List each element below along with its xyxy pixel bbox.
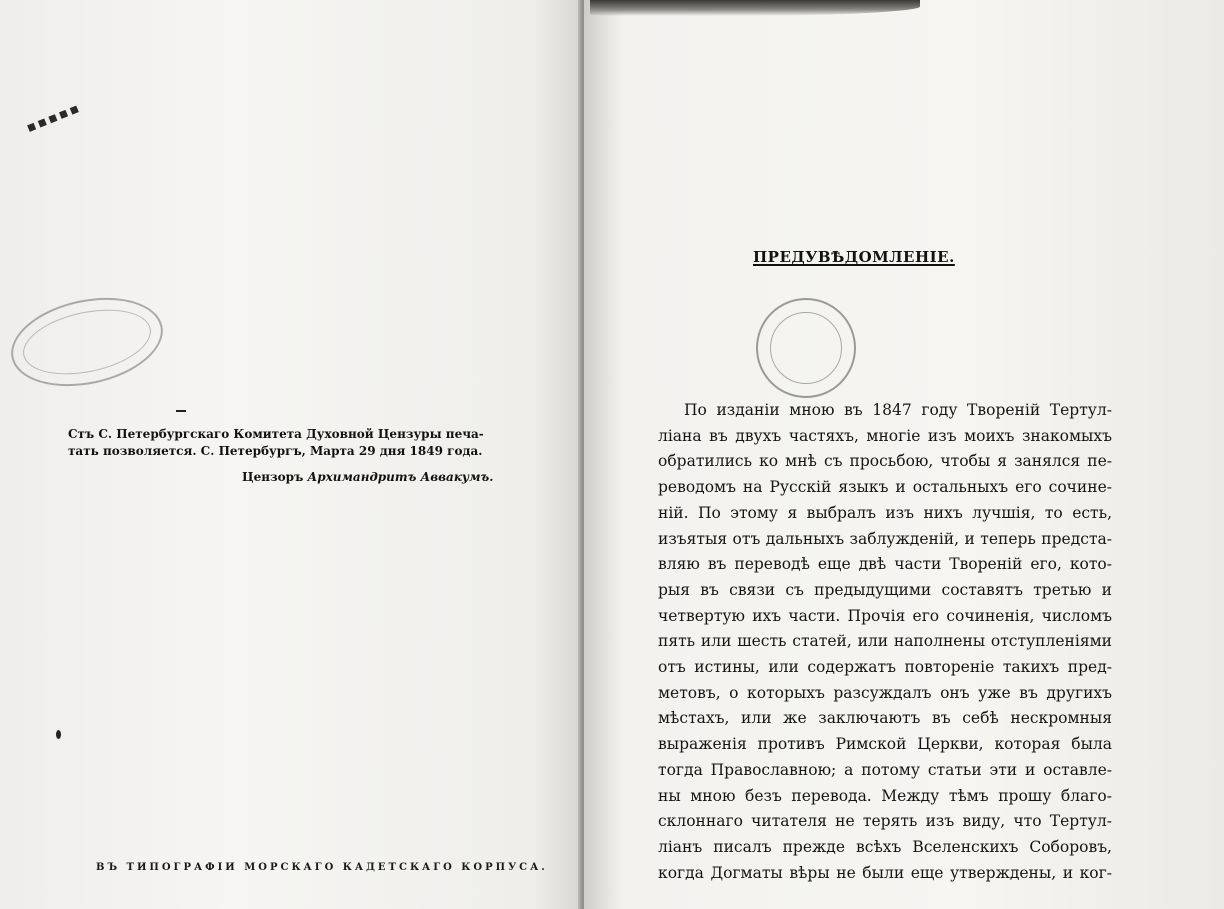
- body-line: ліана въ двухъ частяхъ, многіе изъ моихъ знакомыхъ: [658, 426, 1112, 445]
- censor-signature-name: Архимандритъ Аввакумъ.: [307, 470, 494, 484]
- body-line: отъ истины, или содержатъ повтореніе такихъ пред-: [658, 658, 1112, 677]
- body-line: склоннаго читателя не терять изъ виду, что Тертул-: [658, 812, 1112, 831]
- censor-signature-label: Цензоръ: [242, 470, 304, 484]
- printer-imprint: ВЪ ТИПОГРАФІИ МОРСКАГО КАДЕТСКАГО КОРПУСА.: [96, 862, 548, 873]
- body-line: реводомъ на Русскій языкъ и остальныхъ его сочине-: [658, 478, 1112, 497]
- censor-approval: [68, 426, 488, 460]
- body-line: тогда Православною; а потому статьи эти и оставле-: [658, 760, 1112, 779]
- body-line: выраженія противъ Римской Церкви, которая была: [658, 735, 1112, 754]
- body-line: изъятыя отъ дальныхъ заблужденій, и теперь предста-: [658, 529, 1112, 548]
- body-line: вляю въ переводѣ еще двѣ части Твореній его, кото-: [658, 555, 1112, 574]
- body-line: мѣстахъ, или же заключаютъ въ себѣ нескромныя: [658, 709, 1112, 728]
- body-line: обратились ко мнѣ съ просьбою, чтобы я занялся пе-: [658, 452, 1112, 471]
- section-heading: ПРЕДУВѢДОМЛЕНІЕ.: [753, 248, 955, 266]
- body-text: [658, 398, 1112, 886]
- body-line: ній. По этому я выбралъ изъ нихъ лучшія, то есть,: [658, 503, 1112, 522]
- body-line: рыя въ связи съ предыдущими составятъ третью и: [658, 580, 1112, 599]
- body-line: пять или шесть статей, или наполнены отступленіями: [658, 632, 1112, 651]
- library-stamp-left: [3, 285, 171, 399]
- library-stamp-right: [756, 298, 856, 398]
- body-line: когда Догматы вѣры не были еще утверждены, и ког-: [658, 863, 1112, 882]
- censor-line-1: Стъ С. Петербургскаго Комитета Духовной Цензуры печа-: [68, 427, 484, 441]
- censor-signature: [242, 470, 493, 484]
- left-page: [0, 0, 580, 909]
- body-line: ліанъ писалъ прежде всѣхъ Вселенскихъ Соборовъ,: [658, 837, 1112, 856]
- shelfmark-stamp: ▪▪▪▪▪: [24, 99, 84, 137]
- ink-speck: [176, 410, 186, 412]
- body-line: четвертую ихъ части. Прочія его сочиненія, числомъ: [658, 606, 1112, 625]
- body-line: По изданіи мною въ 1847 году Твореній Тертул-: [684, 401, 1112, 419]
- body-line: ны мною безъ перевода. Между тѣмъ прошу благо-: [658, 786, 1112, 805]
- body-line: метовъ, о которыхъ разсуждалъ онъ уже въ другихъ: [658, 683, 1112, 702]
- censor-line-2: тать позволяется. С. Петербургъ, Марта 29 дня 1849 года.: [68, 444, 483, 458]
- ink-speck: [56, 730, 61, 739]
